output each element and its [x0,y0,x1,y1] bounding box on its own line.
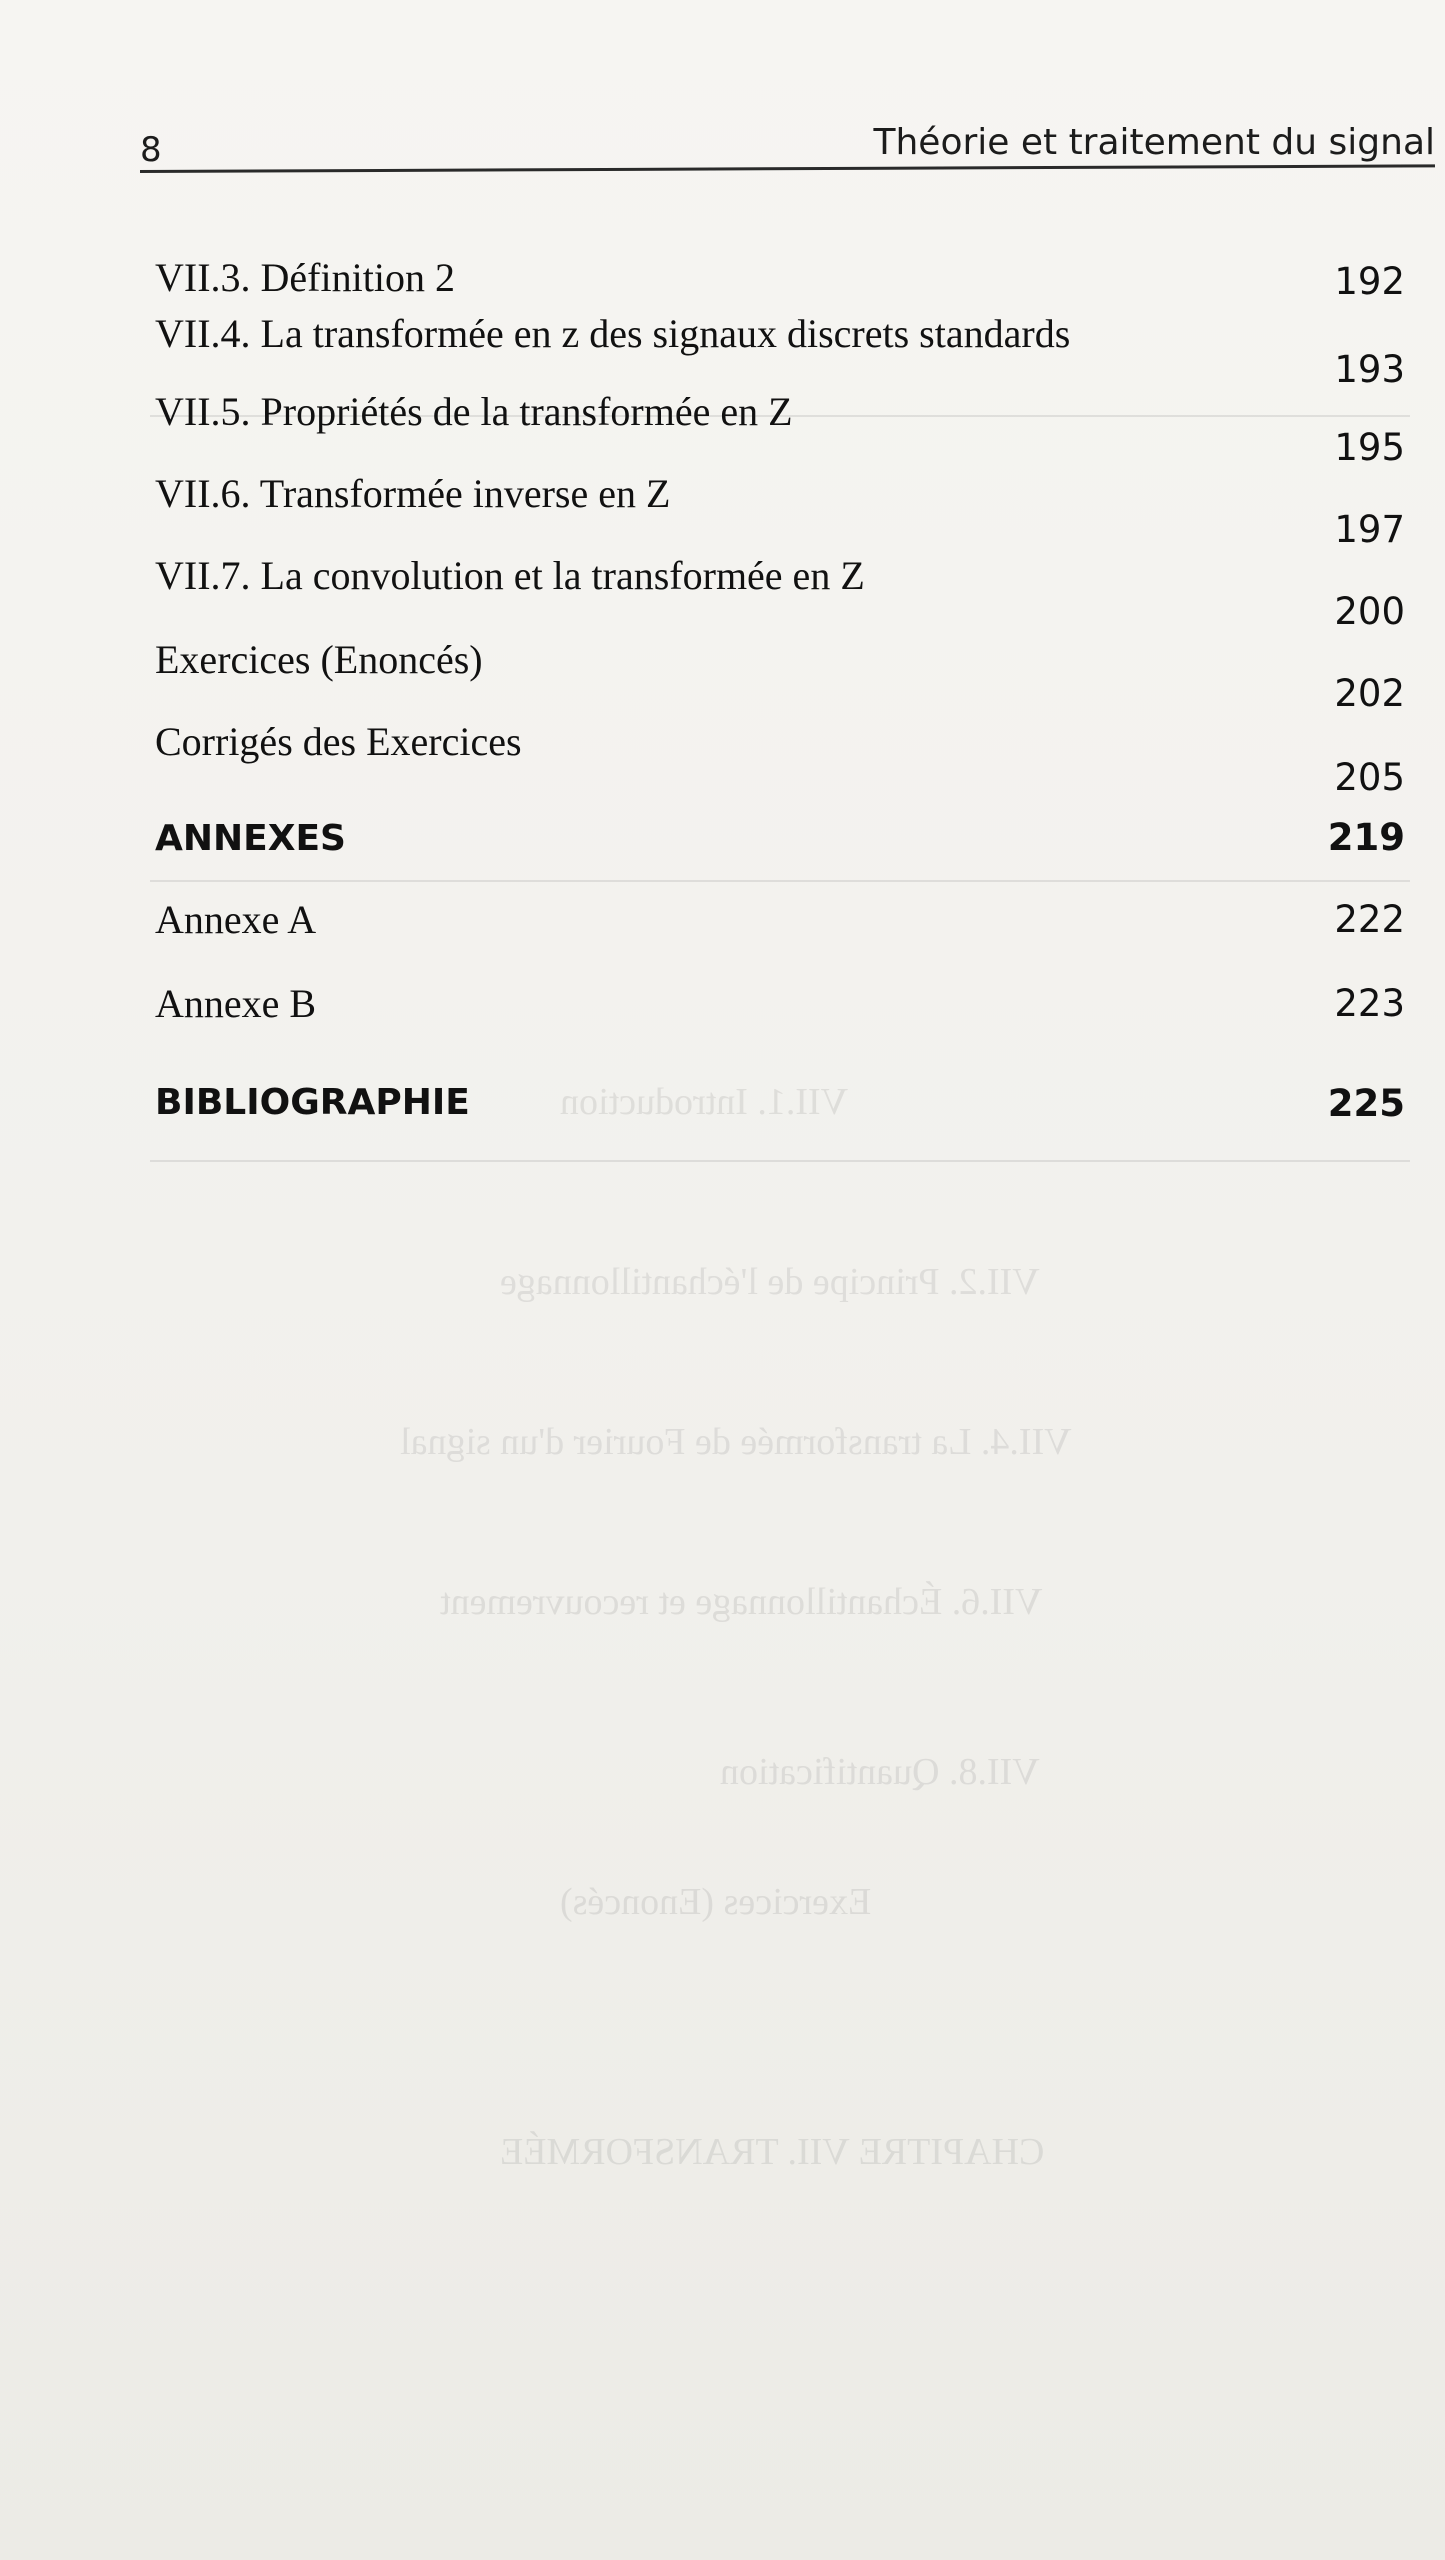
toc-entry [155,896,1405,956]
toc-entry-title: Corrigés des Exercices [155,719,522,764]
page-number: 8 [140,130,162,170]
bleed-through-text: VII.6. Échantillonnage et recouvrement [440,1581,1043,1623]
toc-entry-title: Annexe A [155,897,317,942]
toc-entry-page: 205 [1334,756,1405,799]
toc-entry-page: 223 [1334,982,1405,1025]
bleed-through-text: VII.8. Quantification [720,1751,1040,1793]
toc-entry [155,814,1405,874]
bleed-through-text: VII.2. Principe de l'échantillonnage [500,1261,1040,1303]
running-title: Théorie et traitement du signal [873,122,1435,163]
bleed-through-rule [150,880,1410,882]
toc-entry-title: BIBLIOGRAPHIE [155,1082,470,1123]
bleed-through-text: Exercices (Enoncés) [560,1881,872,1923]
toc-entry [155,388,1405,469]
toc-entry-title: VII.6. Transformée inverse en Z [155,471,671,516]
toc-entry-title: Exercices (Enoncés) [155,637,483,682]
toc-entry-page: 197 [1334,508,1405,551]
toc-entry [155,1078,1405,1138]
toc-entry [155,254,1405,314]
toc-entry [155,310,1405,391]
toc-entry-page: 193 [1334,348,1405,391]
toc-entry-page: 219 [1327,816,1405,859]
toc-entry-title: VII.4. La transformée en z des signaux discrets standards [155,311,1071,356]
toc-entry [155,980,1405,1040]
toc-entry-page: 192 [1334,260,1405,303]
toc-entry-title: VII.5. Propriétés de la transformée en Z [155,389,793,434]
toc-entry-page: 195 [1334,426,1405,469]
bleed-through-text: VII.4. La transformée de Fourier d'un signal [400,1421,1072,1463]
toc-entry-page: 222 [1334,898,1405,941]
toc-entry-title: VII.3. Définition 2 [155,255,455,300]
toc-entry-title: Annexe B [155,981,317,1026]
bleed-through-text: CHAPITRE VII. TRANSFORMÉE [500,2131,1045,2173]
toc-entry [155,470,1405,551]
toc-entry [155,552,1405,633]
toc-entry-page: 202 [1334,672,1405,715]
bleed-through-rule [150,1160,1410,1162]
toc-entry [155,636,1405,715]
toc-entry-page: 200 [1334,590,1405,633]
toc-entry-title: ANNEXES [155,818,346,859]
toc-entry-page: 225 [1327,1082,1405,1125]
toc-entry [155,718,1405,799]
bleed-through-text: VII.1. Introduction [560,1081,849,1123]
toc-entry-title: VII.7. La convolution et la transformée en Z [155,553,865,598]
